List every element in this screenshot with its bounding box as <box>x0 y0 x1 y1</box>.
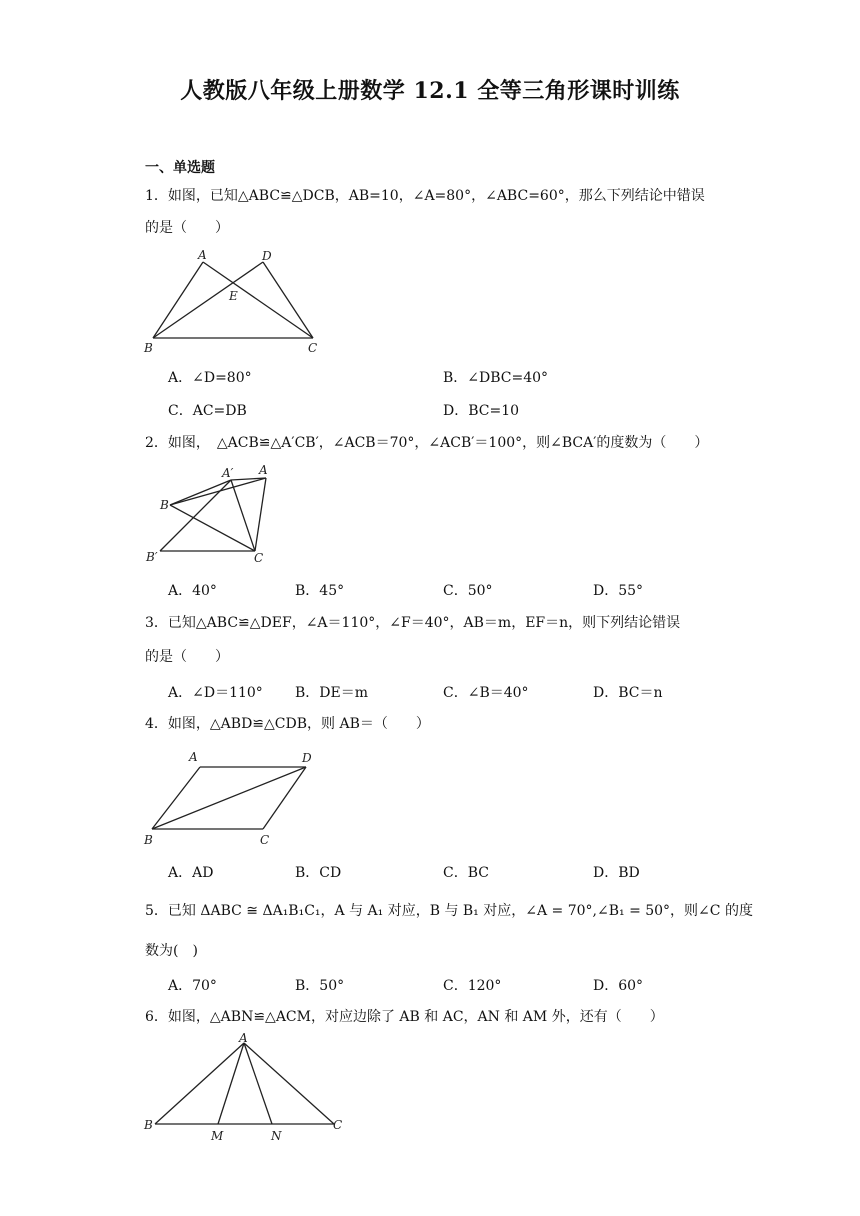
label-b-prime: B′ <box>146 550 158 564</box>
question-1-figure <box>140 248 330 356</box>
segment-ba <box>170 478 266 505</box>
question-4-option-b: B．CD <box>295 865 342 881</box>
question-2-option-a: A．40° <box>168 583 217 599</box>
question-2-figure <box>140 463 280 567</box>
question-1-option-c: C．AC=DB <box>168 403 247 419</box>
question-5-option-a: A．70° <box>168 978 217 994</box>
segment-ba <box>153 262 203 338</box>
question-3-option-a: A．∠D＝110° <box>168 685 263 701</box>
segment-ac <box>255 478 266 551</box>
question-1-option-a: A．∠D=80° <box>168 370 252 386</box>
question-4-option-a: A．AD <box>168 865 214 881</box>
segment-bd <box>152 767 306 829</box>
label-m: M <box>211 1129 224 1143</box>
question-3-text-line2: 的是（ ） <box>145 649 229 665</box>
question-3-option-b: B．DE＝m <box>295 685 369 701</box>
label-b: B <box>144 1118 153 1132</box>
question-5-text-line1: 5．已知 ΔABC ≅ ΔA₁B₁C₁，A 与 A₁ 对应，B 与 B₁ 对应，∠A = 70°,∠B₁ = 50°，则∠C 的度 <box>145 903 753 919</box>
label-c: C <box>308 341 318 355</box>
label-n: N <box>271 1129 282 1143</box>
question-3-option-d: D．BC＝n <box>593 685 663 701</box>
question-4-option-d: D．BD <box>593 865 640 881</box>
question-5-text-line2: 数为( ) <box>145 943 198 959</box>
question-6-figure <box>140 1032 350 1144</box>
page-title: 人教版八年级上册数学 12.1 全等三角形课时训练 <box>180 78 680 104</box>
question-2-option-b: B．45° <box>295 583 345 599</box>
label-a: A <box>198 248 207 262</box>
section-heading: 一、单选题 <box>145 160 215 176</box>
segment-ac <box>203 262 313 338</box>
segment-dc <box>263 262 313 338</box>
label-e: E <box>229 289 238 303</box>
segment-bd <box>153 262 263 338</box>
label-b: B <box>144 833 153 847</box>
label-c: C <box>254 551 264 565</box>
label-d: D <box>262 249 272 263</box>
segment-ba1 <box>170 480 231 505</box>
question-3-option-c: C．∠B＝40° <box>443 685 529 701</box>
question-5-option-d: D．60° <box>593 978 644 994</box>
question-2-option-c: C．50° <box>443 583 493 599</box>
question-1-option-b: B．∠DBC=40° <box>443 370 549 386</box>
question-1-text-line1: 1．如图，已知△ABC≌△DCB，AB=10，∠A=80°，∠ABC=60°，那么下列结论中错误 <box>145 188 705 204</box>
question-5-option-b: B．50° <box>295 978 345 994</box>
label-a-prime: A′ <box>222 466 234 480</box>
question-6-text: 6．如图，△ABN≌△ACM，对应边除了 AB 和 AC，AN 和 AM 外，还有（ ） <box>145 1009 664 1025</box>
label-a: A <box>239 1031 248 1045</box>
question-4-text: 4．如图，△ABD≌△CDB，则 AB＝（ ） <box>145 716 430 732</box>
label-a: A <box>259 463 268 477</box>
question-2-text: 2．如图， △ACB≌△A′CB′，∠ACB＝70°，∠ACB′＝100°，则∠BCA′的度数为（ ） <box>145 435 709 451</box>
label-d: D <box>302 751 312 765</box>
question-5-option-c: C．120° <box>443 978 502 994</box>
label-b: B <box>160 498 169 512</box>
question-2-option-d: D．55° <box>593 583 644 599</box>
question-4-figure <box>140 748 330 848</box>
label-b: B <box>144 341 153 355</box>
question-1-text-line2: 的是（ ） <box>145 220 229 236</box>
question-4-option-c: C．BC <box>443 865 489 881</box>
question-3-text-line1: 3．已知△ABC≌△DEF，∠A＝110°，∠F＝40°，AB＝m，EF＝n，则下列结论错误 <box>145 615 681 631</box>
question-1-option-d: D．BC=10 <box>443 403 520 419</box>
label-c: C <box>333 1118 343 1132</box>
label-a: A <box>189 750 198 764</box>
label-c: C <box>260 833 270 847</box>
